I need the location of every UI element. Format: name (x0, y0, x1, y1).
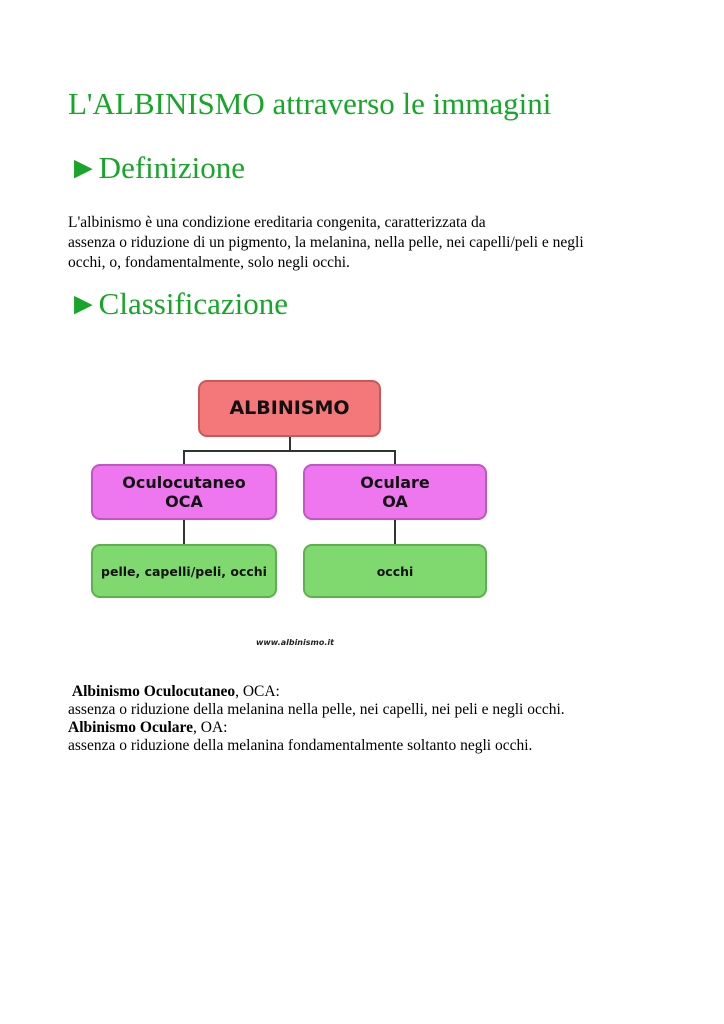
classification-diagram (88, 374, 490, 654)
section-heading-definizione: ►Definizione (68, 150, 246, 185)
diagram-leaf-oca (91, 544, 277, 598)
connector-right-down (394, 450, 396, 464)
page-title: L'ALBINISMO attraverso le immagini (68, 86, 552, 121)
oca-heading-line (68, 683, 668, 701)
connector-horizontal (183, 450, 396, 452)
oca-label: Albinismo Oculocutaneo (71, 683, 236, 700)
oa-suffix: , OA: (193, 719, 228, 736)
leaf-label: pelle, capelli/peli, occhi (101, 563, 267, 579)
connector-left-leaf (183, 520, 185, 544)
diagram-node-oculare (303, 464, 487, 520)
node-abbr: OCA (165, 492, 203, 511)
connector-right-leaf (394, 520, 396, 544)
definition-paragraph (68, 213, 668, 273)
classification-notes (68, 683, 668, 755)
watermark-url: www.albinismo.it (256, 638, 334, 647)
diagram-leaf-oa (303, 544, 487, 598)
root-label: ALBINISMO (229, 397, 350, 420)
section-heading-classificazione: ►Classificazione (68, 286, 289, 321)
definition-line: L'albinismo è una condizione ereditaria congenita, caratterizzata da (68, 214, 486, 231)
definition-line: occhi, o, fondamentalmente, solo negli occhi. (68, 254, 350, 271)
leaf-label: occhi (376, 563, 414, 579)
connector-root-down (289, 437, 291, 451)
diagram-node-oculocutaneo (91, 464, 277, 520)
oa-description: assenza o riduzione della melanina fondamentalmente soltanto negli occhi. (68, 737, 533, 754)
oa-heading-line (68, 719, 668, 737)
oca-suffix: , OCA: (235, 683, 280, 700)
diagram-root-albinismo (198, 380, 381, 437)
definition-line: assenza o riduzione di un pigmento, la melanina, nella pelle, nei capelli/peli e negli (68, 234, 584, 251)
oa-label: Albinismo Oculare (68, 719, 194, 736)
node-name: Oculocutaneo (122, 472, 246, 492)
connector-left-down (183, 450, 185, 464)
oca-description: assenza o riduzione della melanina nella pelle, nei capelli, nei peli e negli occhi. (68, 701, 565, 718)
node-abbr: OA (382, 492, 408, 511)
node-name: Oculare (360, 472, 430, 492)
